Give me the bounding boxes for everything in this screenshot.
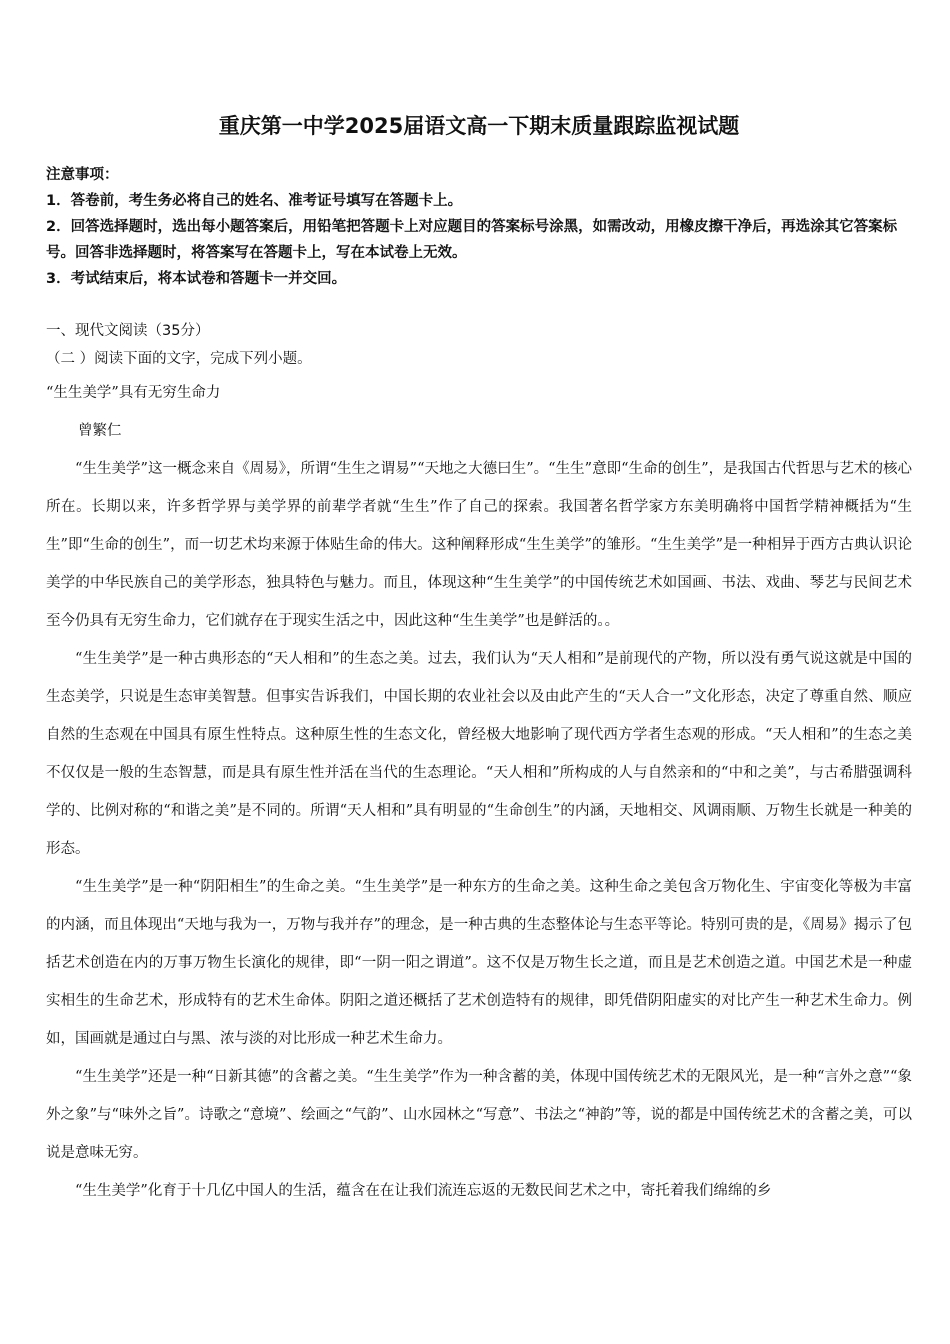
notice-heading: 注意事项： (46, 167, 119, 183)
paragraph-1: “生生美学”这一概念来自《周易》，所谓“生生之谓易”“天地之大德曰生”。“生生”意即“生命的创生”，是我国古代哲思与艺术的核心所在。长期以来，许多哲学界与美学界的前辈学者就“生生”作了自己的探索。我国著名哲学家方东美明确将中国哲学精神概括为“生生”即“生命的创生”，而一切艺术均来源于体贴生命的伟大。这种阐释形成“生生美学”的雏形。“生生美学”是一种相异于西方古典认识论美学的中华民族自己的美学形态，独具特色与魅力。而且，体现这种“生生美学”的中国传统艺术如国画、书法、戏曲、琴艺与民间艺术至今仍具有无穷生命力，它们就存在于现实生活之中，因此这种“生生美学”也是鲜活的。。 (46, 461, 912, 629)
notice-item-1: 1．答卷前，考生务必将自己的姓名、准考证号填写在答题卡上。 (46, 193, 463, 209)
notice-block (46, 162, 912, 292)
article-author: 曾繁仁 (78, 423, 122, 439)
section-heading: 一、现代文阅读（35分） (46, 323, 210, 339)
paragraph-2: “生生美学”是一种古典形态的“天人相和”的生态之美。过去，我们认为“天人相和”是前现代的产物，所以没有勇气说这就是中国的生态美学，只说是生态审美智慧。但事实告诉我们，中国长期的农业社会以及由此产生的“天人合一”文化形态，决定了尊重自然、顺应自然的生态观在中国具有原生性特点。这种原生性的生态文化，曾经极大地影响了现代西方学者生态观的形成。“天人相和”的生态之美不仅仅是一般的生态智慧，而是具有原生性并活在当代的生态理论。“天人相和”所构成的人与自然亲和的“中和之美”，与古希腊强调科学的、比例对称的“和谐之美”是不同的。所谓“天人相和”具有明显的“生命创生”的内涵，天地相交、风调雨顺、万物生长就是一种美的形态。 (46, 651, 912, 857)
article-title: “生生美学”具有无穷生命力 (46, 385, 221, 401)
reading-passage (46, 344, 912, 1210)
notice-item-2: 2．回答选择题时，选出每小题答案后，用铅笔把答题卡上对应题目的答案标号涂黑，如需改动，用橡皮擦干净后，再选涂其它答案标号。回答非选择题时，将答案写在答题卡上，写在本试卷上无效。 (46, 219, 898, 261)
paragraph-3: “生生美学”是一种“阴阳相生”的生命之美。“生生美学”是一种东方的生命之美。这种生命之美包含万物化生、宇宙变化等极为丰富的内涵，而且体现出“天地与我为一，万物与我并存”的理念，是一种古典的生态整体论与生态平等论。特别可贵的是，《周易》揭示了包括艺术创造在内的万事万物生长演化的规律，即“一阴一阳之谓道”。这不仅是万物生长之道，而且是艺术创造之道。中国艺术是一种虚实相生的生命艺术，形成特有的艺术生命体。阴阳之道还概括了艺术创造特有的规律，即凭借阴阳虚实的对比产生一种艺术生命力。例如，国画就是通过白与黑、浓与淡的对比形成一种艺术生命力。 (46, 879, 912, 1047)
page-title: 重庆第一中学2025届语文高一下期末质量跟踪监视试题 (218, 114, 740, 138)
sub-heading: （二 ）阅读下面的文字，完成下列小题。 (46, 351, 312, 367)
paragraph-4: “生生美学”还是一种“日新其德”的含蓄之美。“生生美学”作为一种含蓄的美，体现中国传统艺术的无限风光，是一种“言外之意”“象外之象”与“味外之旨”。诗歌之“意境”、绘画之“气韵”、山水园林之“写意”、书法之“神韵”等，说的都是中国传统艺术的含蓄之美，可以说是意味无穷。 (46, 1069, 912, 1161)
paragraph-5: “生生美学”化育于十几亿中国人的生活，蕴含在在让我们流连忘返的无数民间艺术之中，寄托着我们绵绵的乡 (75, 1183, 772, 1199)
notice-item-3: 3．考试结束后，将本试卷和答题卡一并交回。 (46, 271, 347, 287)
